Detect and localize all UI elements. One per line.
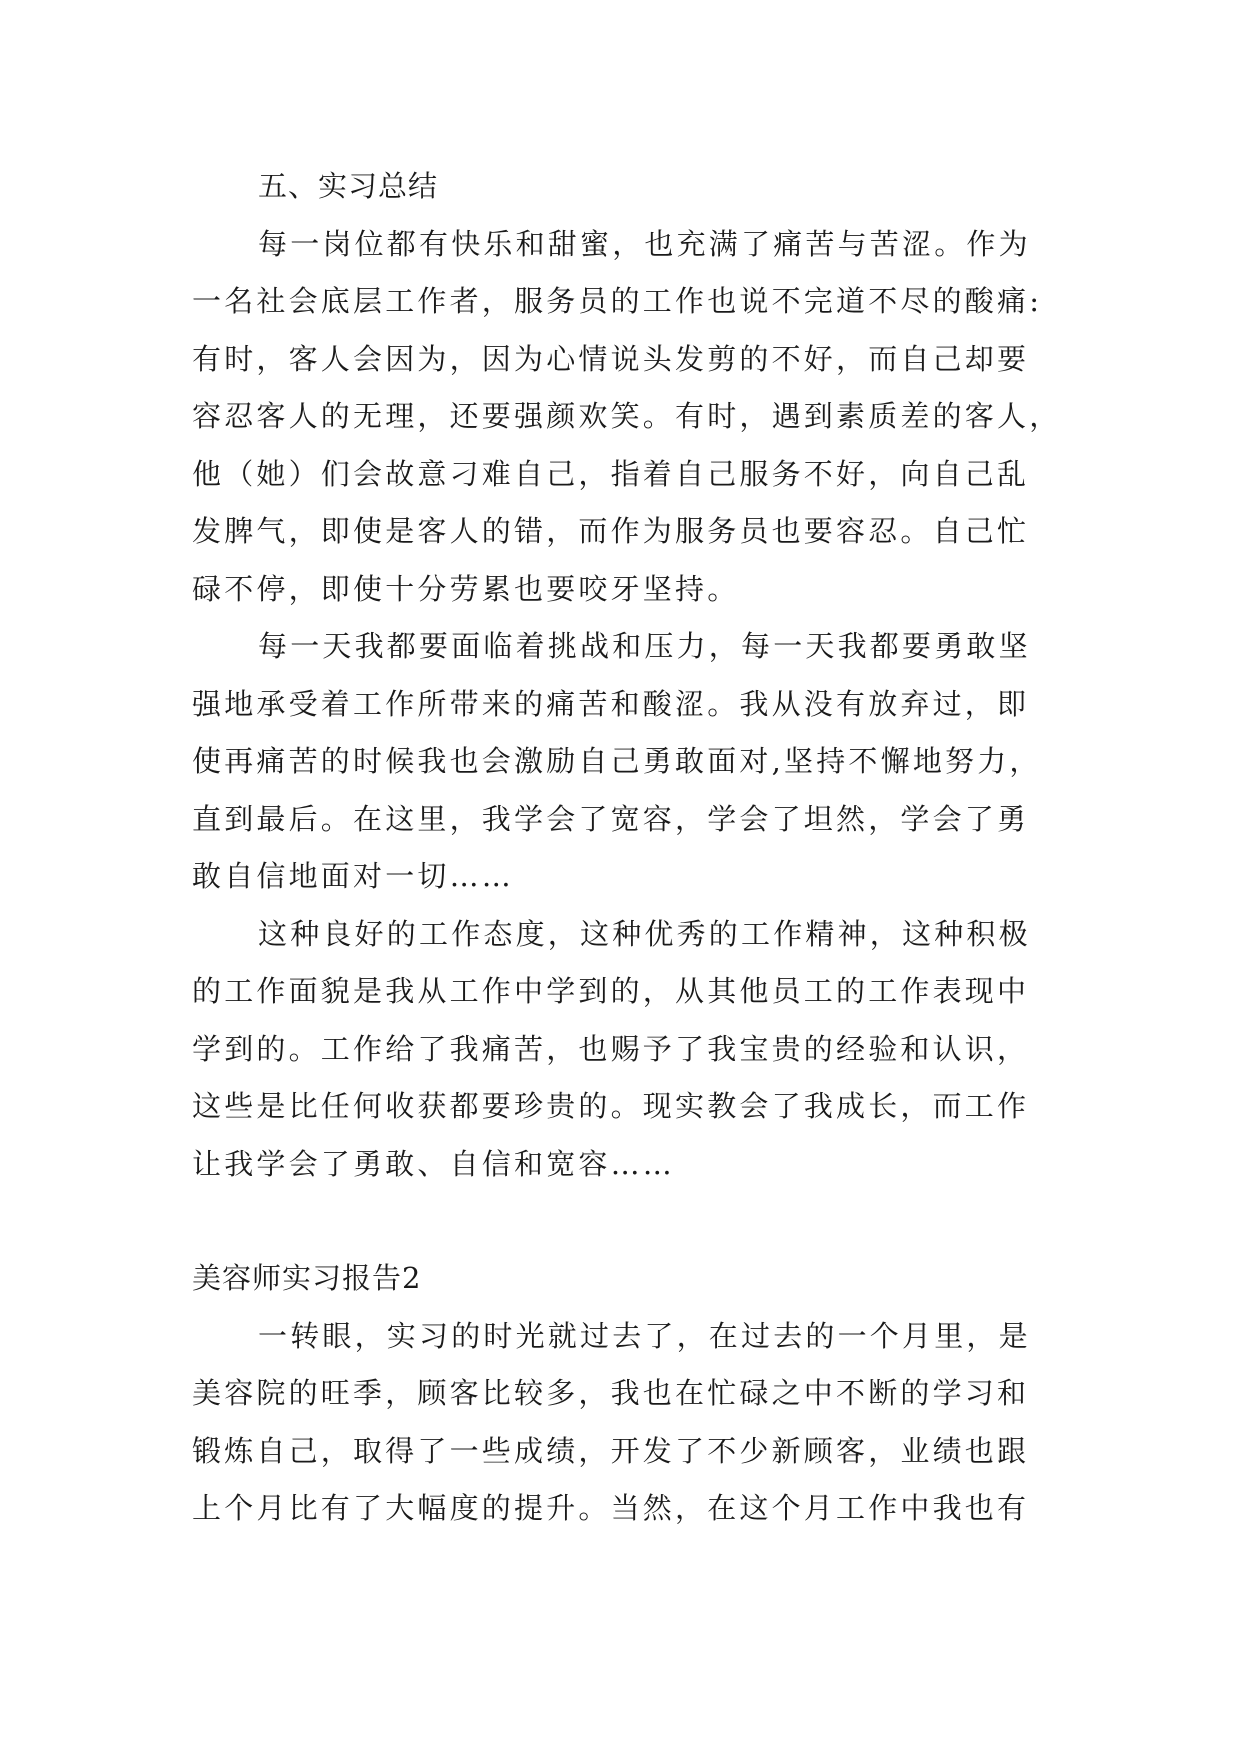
paragraph-3-line-3: 学到的。工作给了我痛苦，也赐予了我宝贵的经验和认识， [192,1031,1030,1066]
paragraph-2-line-1: 每一天我都要面临着挑战和压力，每一天我都要勇敢坚 [258,629,1031,663]
paragraph-2-line-4: 直到最后。在这里，我学会了宽容，学会了坦然，学会了勇 [192,801,1030,836]
section-heading: 五、实习总结 [258,169,439,203]
paragraph-3-line-2: 的工作面貌是我从工作中学到的，从其他员工的工作表现中 [192,974,1030,1008]
report-paragraph-line-2: 美容院的旺季，顾客比较多，我也在忙碌之中不断的学习和 [192,1376,1030,1410]
paragraph-1-line-5: 他（她）们会故意刁难自己，指着自己服务不好，向自己乱 [192,456,1030,491]
paragraph-1-line-2: 一名社会底层工作者，服务员的工作也说不完道不尽的酸痛: [192,284,1043,318]
paragraph-1-line-6: 发脾气，即使是客人的错，而作为服务员也要容忍。自己忙 [192,514,1030,548]
paragraph-1-line-1: 每一岗位都有快乐和甜蜜，也充满了痛苦与苦涩。作为 [258,226,1031,261]
paragraph-2-line-5: 敢自信地面对一切…… [192,859,515,893]
paragraph-2-line-2: 强地承受着工作所带来的痛苦和酸涩。我从没有放弃过，即 [192,686,1030,721]
section-spacer [192,1193,1064,1250]
paragraph-3-line-4: 这些是比任何收获都要珍贵的。现实教会了我成长，而工作 [192,1089,1030,1123]
paragraph-1-line-4: 容忍客人的无理，还要强颜欢笑。有时，遇到素质差的客人， [192,399,1062,433]
report-title: 美容师实习报告2 [192,1261,422,1295]
report-paragraph-line-3: 锻炼自己，取得了一些成绩，开发了不少新顾客，业绩也跟 [192,1433,1030,1468]
report-paragraph-line-4: 上个月比有了大幅度的提升。当然，在这个月工作中我也有 [192,1491,1030,1525]
paragraph-1-line-3: 有时，客人会因为，因为心情说头发剪的不好，而自己却要 [192,341,1030,376]
paragraph-3-line-5: 让我学会了勇敢、自信和宽容…… [192,1146,676,1181]
report-paragraph-line-1: 一转眼，实习的时光就过去了，在过去的一个月里，是 [258,1318,1031,1353]
paragraph-2-line-3: 使再痛苦的时候我也会激励自己勇敢面对,坚持不懈地努力， [192,744,1042,778]
document-body [192,158,1064,1538]
paragraph-1-line-7: 碌不停，即使十分劳累也要咬牙坚持。 [192,571,740,606]
paragraph-3-line-1: 这种良好的工作态度，这种优秀的工作精神，这种积极 [258,916,1031,951]
